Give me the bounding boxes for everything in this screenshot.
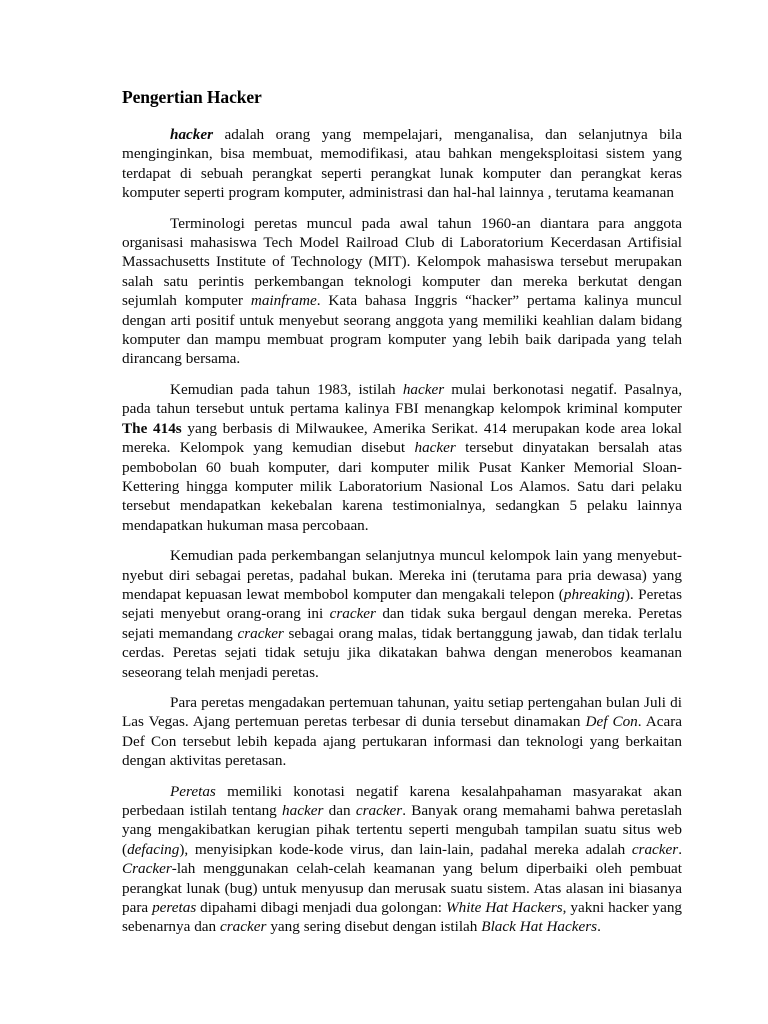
body-text: Para peretas mengadakan pertemuan tahunan, yaitu setiap pertengahan bulan Juli di Las Vegas. Ajang pertemuan peretas terbesar di dunia tersebut dinamakan — [122, 693, 682, 731]
body-text: ), menyisipkan kode-kode virus, dan lain-lain, padahal mereka adalah — [179, 840, 632, 858]
body-text: Kemudian pada tahun 1983, istilah — [170, 380, 403, 398]
paragraph — [122, 546, 682, 682]
emphasis-text: hacker — [170, 126, 214, 143]
body-text: . — [597, 918, 601, 936]
emphasis-text: cracker — [631, 840, 679, 858]
body-text: adalah orang yang mempelajari, menganalisa, dan selanjutnya bila menginginkan, bisa membuat, memodifikasi, atau bahkan mengeksploitasi sistem yang terdapat di sebuah perangkat seperti perangkat lunak komputer dan perangkat keras komputer seperti program komputer, administrasi dan hal-hal lainnya , terutama keamanan — [122, 126, 682, 202]
emphasis-text: cracker — [355, 802, 403, 819]
emphasis-text: mainframe — [250, 292, 317, 310]
emphasis-text: Cracker — [122, 860, 172, 878]
emphasis-text: hacker — [402, 380, 445, 398]
body-text: ). Peretas sejati menyebut orang-orang ini — [122, 585, 682, 623]
body-text: . Kata bahasa Inggris “hacker” pertama kalinya muncul dengan arti positif untuk menyebut seorang anggota yang memiliki keahlian dalam bidang komputer dan mampu membuat program komputer yang lebih baik daripada yang telah dirancang bersama. — [122, 292, 682, 368]
emphasis-text: White Hat Hackers — [445, 899, 563, 917]
emphasis-text: Black Hat Hackers — [481, 918, 598, 936]
emphasis-text: Def Con — [585, 713, 638, 731]
emphasis-text: phreaking — [563, 585, 625, 603]
paragraph — [122, 782, 682, 937]
body-text: dan — [323, 802, 356, 819]
strong-text: The 414s — [122, 419, 182, 437]
emphasis-text: peretas — [152, 899, 197, 917]
body-text: yang sering disebut dengan istilah — [266, 918, 482, 936]
page-title: Pengertian Hacker — [122, 87, 262, 107]
body-text: dan tidak suka bergaul dengan mereka. Peretas sejati memandang — [122, 605, 682, 642]
emphasis-text: defacing — [127, 840, 180, 858]
document-body — [122, 125, 682, 937]
body-text: Kemudian pada perkembangan selanjutnya muncul kelompok lain yang menyebut-nyebut diri sebagai peretas, padahal bukan. Mereka ini (terutama para pria dewasa) yang mendapat kepuasan lewat membobol komputer dan mengakali telepon ( — [122, 547, 682, 603]
body-text: mulai berkonotasi negatif. Pasalnya, pada tahun tersebut untuk pertama kalinya FBI menangkap kelompok kriminal komputer — [122, 380, 682, 418]
body-text: memiliki konotasi negatif karena kesalahpahaman masyarakat akan perbedaan istilah tentang — [122, 782, 682, 819]
body-text: . Acara Def Con tersebut lebih kepada ajang pertukaran informasi dan teknologi yang berkaitan dengan aktivitas peretasan. — [122, 713, 682, 770]
emphasis-text: hacker — [414, 439, 456, 457]
paragraph — [122, 380, 682, 535]
body-text: dipahami dibagi menjadi dua golongan: — [196, 899, 446, 917]
body-text: tersebut dinyatakan bersalah atas pembobolan 60 buah komputer, dari komputer milik Pusat Kanker Memorial Sloan-Kettering hingga komputer milik Laboratorium Nasional Los Alamos. Satu dari pelaku tersebut mendapatkan kekebalan karena testimonialnya, sedangkan 5 pelaku lainnya mendapatkan hukuman masa percobaan. — [122, 439, 682, 534]
emphasis-text: cracker — [237, 624, 284, 642]
body-text: -lah menggunakan celah-celah keamanan yang belum diperbaiki oleh pembuat perangkat lunak (bug) untuk menyusup dan merusak suatu sistem. Atas alasan ini biasanya para — [122, 860, 682, 917]
body-text: yang berbasis di Milwaukee, Amerika Serikat. 414 merupakan kode area lokal mereka. Kelompok yang kemudian disebut — [122, 419, 683, 457]
body-text: . Banyak orang memahami bahwa peretaslah yang mengakibatkan kerugian pihak tertentu seperti mengubah tampilan suatu situs web ( — [122, 802, 682, 858]
emphasis-text: cracker — [220, 918, 267, 936]
emphasis-text: Peretas — [170, 782, 216, 800]
paragraph — [122, 125, 682, 203]
body-text: Terminologi peretas muncul pada awal tahun 1960-an diantara para anggota organisasi mahasiswa Tech Model Railroad Club di Laboratorium Kecerdasan Artifisial Massachusetts Institute of Technology (MIT). Kelompok mahasiswa tersebut merupakan salah satu perintis perkembangan teknologi komputer dan mereka berkutat dengan sejumlah komputer — [122, 214, 682, 310]
emphasis-text: hacker — [282, 802, 324, 819]
body-text: . — [678, 840, 682, 858]
strong-emphasis-text — [170, 126, 213, 143]
body-text: sebagai orang malas, tidak bertanggung jawab, dan tidak terlalu cerdas. Peretas sejati tidak setuju jika dikatakan bahwa dengan menerobos keamanan seseorang telah menjadi peretas. — [122, 624, 682, 681]
body-text: , yakni hacker yang sebenarnya dan — [122, 899, 683, 936]
paragraph — [122, 693, 682, 771]
paragraph — [122, 214, 682, 369]
emphasis-text: cracker — [329, 605, 376, 623]
